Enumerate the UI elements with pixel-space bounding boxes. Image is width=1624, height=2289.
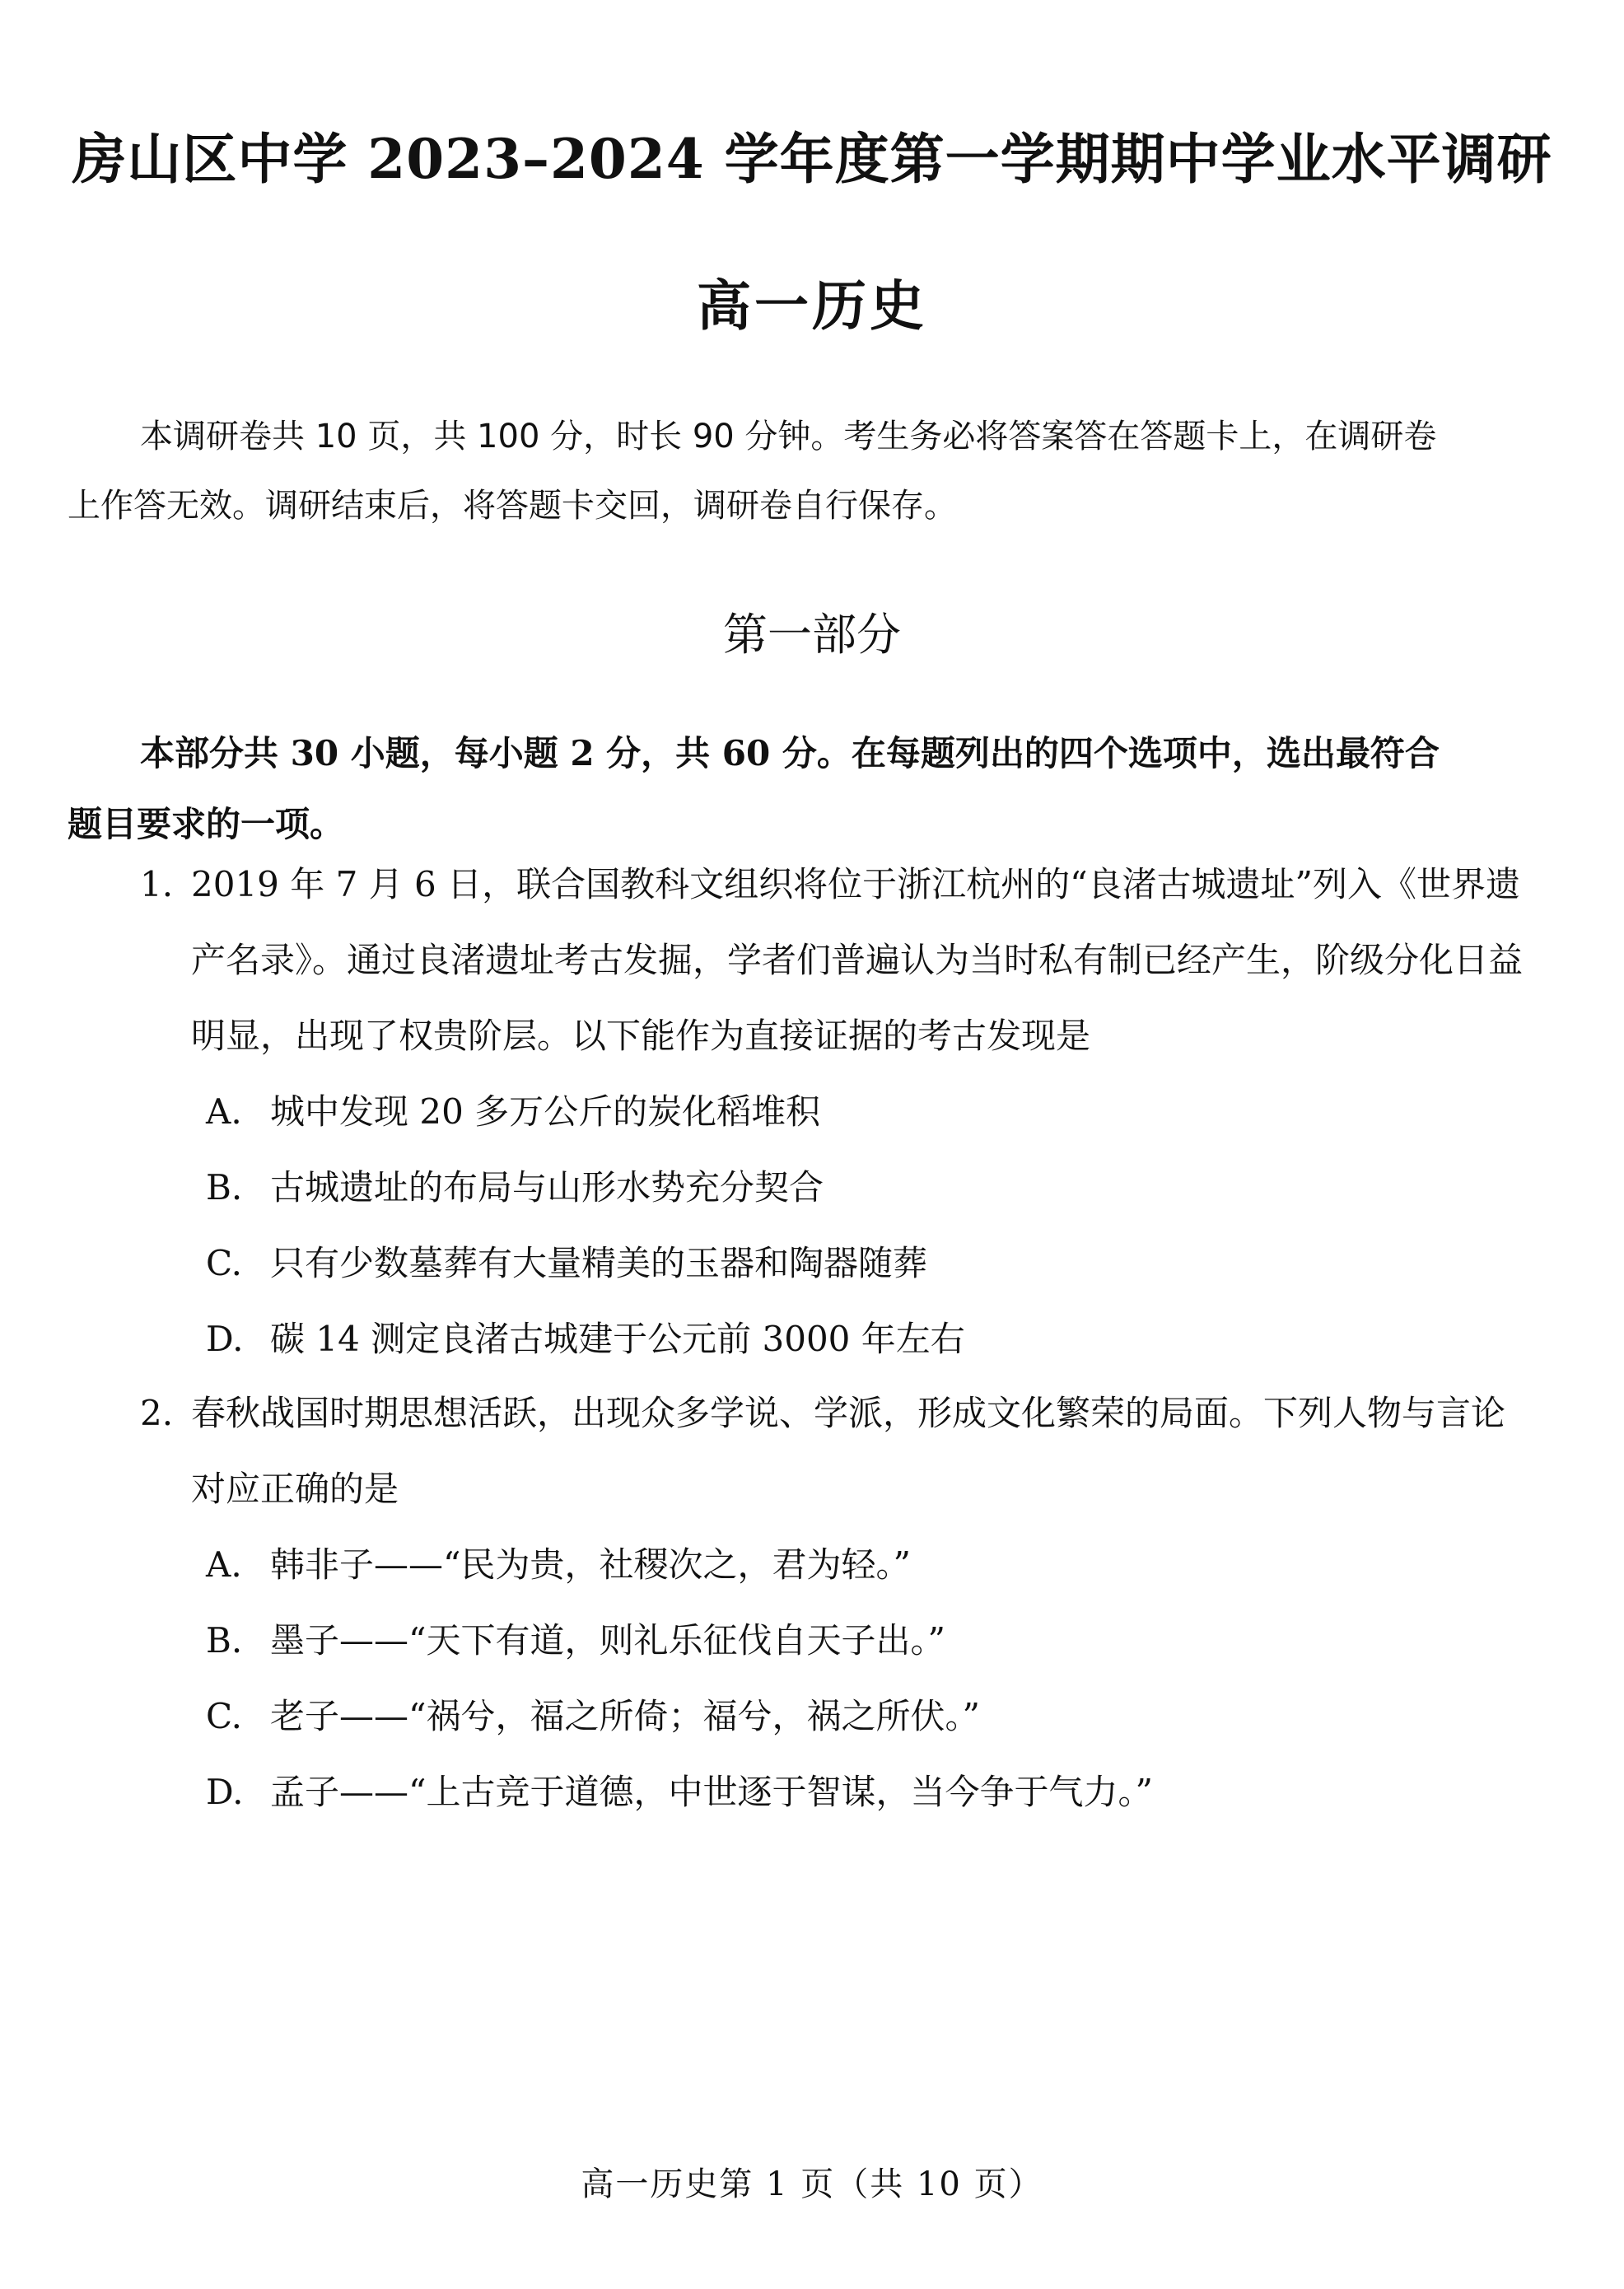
option-text: 碳 14 测定良渚古城建于公元前 3000 年左右 <box>270 1319 965 1359</box>
exam-title: 房山区中学 2023–2024 学年度第一学期期中学业水平调研 <box>72 127 1552 191</box>
option-text: 老子——“祸兮，福之所倚；福兮，祸之所伏。” <box>270 1696 980 1736</box>
option-text: 城中发现 20 多万公斤的炭化稻堆积 <box>270 1091 821 1132</box>
question-stem <box>140 847 1524 1074</box>
option-text: 只有少数墓葬有大量精美的玉器和陶器随葬 <box>270 1243 928 1283</box>
option-a <box>140 1074 1524 1150</box>
option-text: 墨子——“天下有道，则礼乐征伐自天子出。” <box>270 1620 945 1661</box>
option-letter: C. <box>206 1696 242 1736</box>
page-footer: 高一历史第 1 页（共 10 页） <box>581 2165 1043 2203</box>
option-letter: D. <box>206 1319 244 1359</box>
option-text: 韩非子——“民为贵，社稷次之，君为轻。” <box>270 1544 911 1585</box>
option-text: 孟子——“上古竞于道德，中世逐于智谋，当今争于气力。” <box>270 1772 1153 1812</box>
option-c <box>140 1679 1524 1754</box>
option-d <box>140 1754 1524 1830</box>
question-number: 1. <box>140 864 174 904</box>
option-letter: C. <box>206 1243 242 1283</box>
question-text: 2019 年 7 月 6 日，联合国教科文组织将位于浙江杭州的“良渚古城遗址”列入《世界遗产名录》。通过良渚遗址考古发掘，学者们普遍认为当时私有制已经产生，阶级分化日益明显，出现了权贵阶层。以下能作为直接证据的考古发现是 <box>191 864 1524 1056</box>
question-2 <box>140 1376 1524 1830</box>
option-letter: A. <box>206 1091 242 1132</box>
option-letter: A. <box>206 1544 242 1585</box>
section-title: 第一部分 <box>723 609 901 661</box>
question-1 <box>140 847 1524 1377</box>
question-stem <box>140 1376 1524 1527</box>
option-b <box>140 1150 1524 1226</box>
exam-notice: 本调研卷共 10 页，共 100 分，时长 90 分钟。考生务必将答案答在答题卡上，在调研卷上作答无效。调研结束后，将答题卡交回，调研卷自行保存。 <box>68 418 1437 525</box>
question-number: 2. <box>140 1393 174 1433</box>
option-d <box>140 1301 1524 1377</box>
option-letter: B. <box>206 1167 243 1208</box>
question-text: 春秋战国时期思想活跃，出现众多学说、学派，形成文化繁荣的局面。下列人物与言论对应正确的是 <box>191 1393 1506 1509</box>
option-letter: B. <box>206 1620 243 1661</box>
option-letter: D. <box>206 1772 244 1812</box>
option-text: 古城遗址的布局与山形水势充分契合 <box>270 1167 824 1208</box>
exam-subject: 高一历史 <box>697 273 927 338</box>
option-a <box>140 1527 1524 1603</box>
option-c <box>140 1226 1524 1301</box>
section-description: 本部分共 30 小题，每小题 2 分，共 60 分。在每题列出的四个选项中，选出最符合题目要求的一项。 <box>68 733 1440 844</box>
option-b <box>140 1603 1524 1679</box>
